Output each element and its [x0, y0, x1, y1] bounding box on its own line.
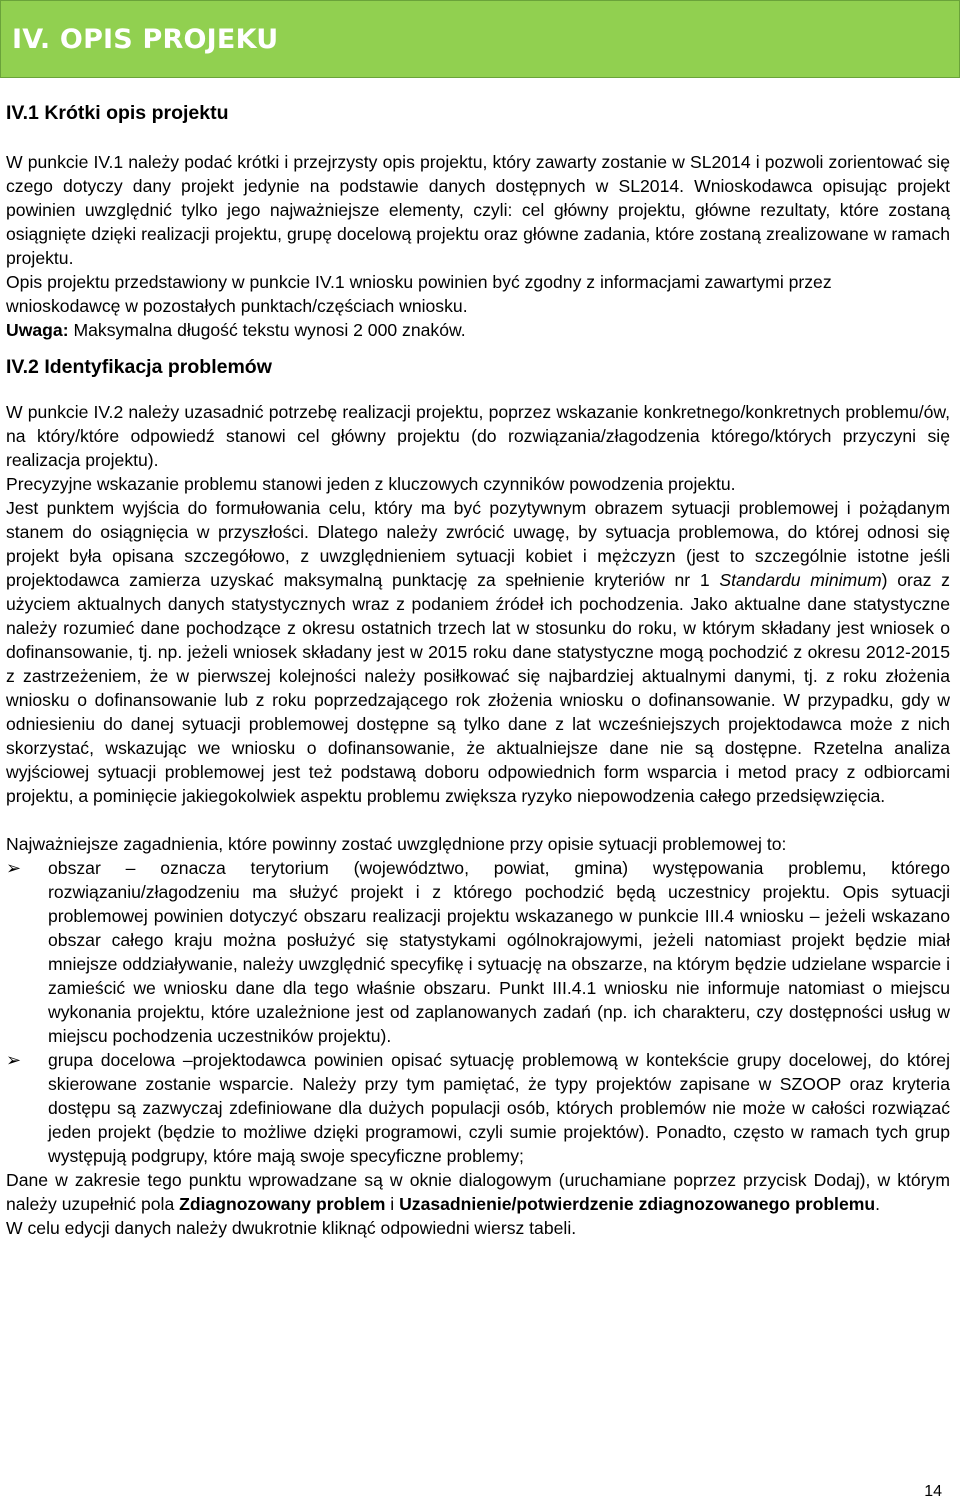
data-entry-text: Dane w zakresie tego punktu wprowadzane są w oknie dialogowym (uruchamiane poprzez przycisk Dodaj), w którym należy uzupełnić pola	[6, 1170, 950, 1214]
document-body	[6, 100, 950, 1240]
paragraph-iv1-description: W punkcie IV.1 należy podać krótki i przejrzysty opis projektu, który zawarty zostanie w SL2014 i pozwoli zorientować się czego dotyczy dany projekt jedynie na podstawie danych dostępnych w SL2014. Wnioskodawca opisując projekt powinien uwzględnić tylko jego najważniejsze elementy, czyli: cel główny projektu, główne rezultaty, które zostaną osiągnięte dzięki realizacji projektu, grupę docelową projektu oraz główne zadania, które zostaną zrealizowane w ramach projektu.	[6, 152, 950, 268]
paragraph-data-entry	[6, 1168, 950, 1216]
section-title: IV. OPIS PROJEKU	[12, 24, 279, 55]
details-italic-term: Standardu minimum	[719, 570, 882, 590]
issues-intro: Najważniejsze zagadnienia, które powinny zostać uwzględnione przy opisie sytuacji problemowej to:	[6, 834, 787, 854]
list-item-text: grupa docelowa –projektodawca powinien opisać sytuację problemową w kontekście grupy docelowej, do której skierowane zostanie wsparcie. Należy przy tym pamiętać, że typy projektów zapisane w SZOOP oraz kryteria dostępu są zazwyczaj zdefiniowane dla dużych populacji osób, których problemów nie może w całości rozwiązać jeden projekt (będzie to możliwe dzięki programowi, czyli sumie projektów). Ponadto, często w ramach tych grup występują podgrupy, które mają swoje specyficzne problemy;	[48, 1050, 950, 1166]
data-entry-end: .	[875, 1194, 881, 1214]
paragraph-edit-instruction: W celu edycji danych należy dwukrotnie kliknąć odpowiedni wiersz tabeli.	[6, 1218, 577, 1238]
list-item	[6, 1048, 950, 1168]
note-label: Uwaga:	[6, 320, 69, 340]
field-name-problem: Zdiagnozowany problem	[179, 1194, 386, 1214]
note-length-limit	[6, 318, 950, 342]
list-item-text: obszar – oznacza terytorium (województwo, powiat, gmina) występowania problemu, którego rozwiązaniu/złagodzeniu ma służyć projekt i z którego pochodzić będą uczestnicy projektu. Opis sytuacji problemowej powinien dotyczyć obszaru realizacji projektu wskazanego w punkcie III.4 wniosku – jeżeli wskazano obszar całego kraju można posłużyć się statystykami ogólnokrajowymi, jeżeli natomiast projekt będzie miał mniejsze oddziaływanie, należy uwzględnić specyfikę i sytuację na obszarze, na którym będzie udzielane wsparcie i zamieścić we wniosku dane dla tego właśnie obszaru. Punkt III.4.1 wniosku nie informuje natomiast o miejscu wykonania projektu, które uzależnione jest od zaplanowanych zadań (np. ich charakteru, czy dostępności usług w miejscu pochodzenia uczestników projektu).	[48, 858, 950, 1046]
note-text: Maksymalna długość tekstu wynosi 2 000 znaków.	[68, 320, 466, 340]
paragraph-iv2-key-factor: Precyzyjne wskazanie problemu stanowi jeden z kluczowych czynników powodzenia projektu.	[6, 474, 736, 494]
page-number: 14	[924, 1483, 942, 1500]
list-item	[6, 856, 950, 1048]
heading-iv1: IV.1 Krótki opis projektu	[6, 102, 229, 124]
paragraph-iv2-purpose: W punkcie IV.2 należy uzasadnić potrzebę realizacji projektu, poprzez wskazanie konkretnego/konkretnych problemu/ów, na który/które odpowiedź stanowi cel główny projektu (do rozwiązania/złagodzenia którego/których przyczyni się realizacja projektu).	[6, 402, 950, 470]
details-text-a: Jest punktem wyjścia do formułowania celu, który ma być pozytywnym obrazem sytuacji problemowej i pożądanym stanem do osiągnięcia w przyszłości. Dlatego należy zwrócić uwagę, by sytuacja problemowa, do której odnosi się projekt była opisana szczegółowo, z uwzględnieniem sytuacji kobiet i mężczyzn (jest to szczególnie istotne jeśli projektodawca zamierza uzyskać maksymalną punktację za spełnienie kryteriów nr 1	[6, 498, 950, 590]
paragraph-iv1-consistency: Opis projektu przedstawiony w punkcie IV.1 wniosku powinien być zgodny z informacjami zawartymi przez wnioskodawcę w pozostałych punktach/częściach wniosku.	[6, 272, 832, 316]
data-entry-conjunction: i	[385, 1194, 400, 1214]
details-text-b: ) oraz z użyciem aktualnych danych statystycznych wraz z podaniem źródeł ich pochodzenia. Jako aktualne dane statystyczne należy rozumieć dane pochodzące z okresu ostatnich trzech lat w stosunku do roku, w którym składany jest wniosek o dofinansowanie, tj. np. jeżeli wniosek składany jest w 2015 roku dane statystyczne mogą pochodzić z okresu 2012-2015 z zastrzeżeniem, że w pierwszej kolejności należy posiłkować się najbardziej aktualnymi danymi, tj. z roku złożenia wniosku o dofinansowanie lub z roku poprzedzającego rok złożenia wniosku o dofinansowanie. W przypadku, gdy w odniesieniu do danej sytuacji problemowej dostępne są tylko dane z lat wcześniejszych projektodawca może z nich skorzystać, wskazując we wniosku o dofinansowanie, że aktualniejsze dane nie są dostępne. Rzetelna analiza wyjściowej sytuacji problemowej jest też podstawą doboru odpowiednich form wsparcia i metod pracy z odbiorcami projektu, a pominięcie jakiegokolwiek aspektu problemu zwiększa ryzyko niepowodzenia całego przedsięwzięcia.	[6, 570, 950, 806]
heading-iv2: IV.2 Identyfikacja problemów	[6, 356, 272, 378]
section-banner	[0, 0, 960, 78]
paragraph-gap	[6, 808, 950, 832]
arrow-bullet-icon: ➢	[6, 858, 22, 878]
paragraph-iv2-details	[6, 496, 950, 808]
field-name-justification: Uzasadnienie/potwierdzenie zdiagnozowanego problemu	[399, 1194, 876, 1214]
arrow-bullet-icon: ➢	[6, 1050, 22, 1070]
issues-list	[6, 856, 950, 1168]
